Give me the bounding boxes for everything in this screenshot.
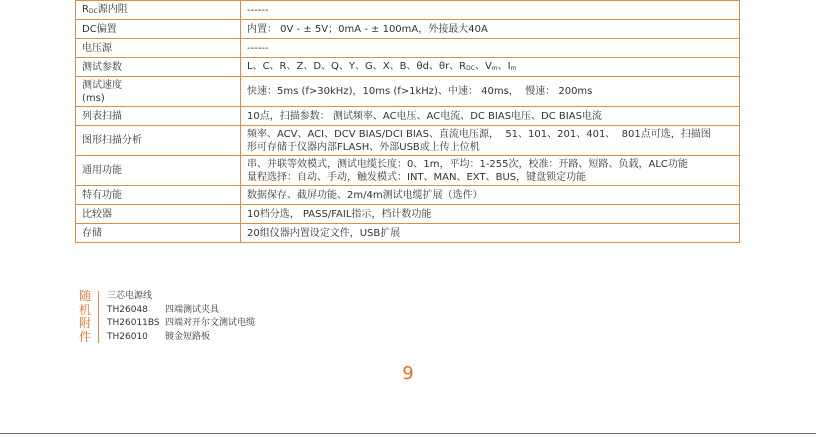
spec-label: 特有功能 <box>76 186 241 205</box>
spec-row-comparator <box>76 205 740 224</box>
spec-value: ------ <box>241 1 740 20</box>
spec-row-special <box>76 186 740 205</box>
spec-row-rdc <box>76 1 740 20</box>
spec-row-voltage-source <box>76 39 740 58</box>
spec-value: 数据保存、截屏功能、2m/4m测试电缆扩展（选件） <box>241 186 740 205</box>
spec-value: 20组仪器内置设定文件，USB扩展 <box>241 224 740 243</box>
accessories-divider <box>98 291 99 343</box>
page-number: 9 <box>402 363 414 384</box>
spec-value: 10档分选， PASS/FAIL指示，档计数功能 <box>241 205 740 224</box>
accessory-item: TH26048 四端测试夹具 <box>107 304 220 315</box>
spec-label: 测试速度 (ms) <box>76 77 241 107</box>
spec-label: RDC源内阻 <box>76 1 241 20</box>
accessory-item: TH26010 镀金短路板 <box>107 331 211 342</box>
spec-value: ------ <box>241 39 740 58</box>
spec-label: DC偏置 <box>76 20 241 39</box>
spec-value: 串、并联等效模式，测试电缆长度：0、1m，平均：1-255次，校准：开路、短路、负载，ALC功能 量程选择：自动、手动，触发模式：INT、MAN、EXT、BUS，键盘锁定功能 <box>241 156 740 186</box>
accessory-item: TH26011BS 四端对开尔文测试电缆 <box>107 318 256 328</box>
bottom-divider <box>0 433 816 434</box>
spec-table <box>75 0 740 243</box>
spec-label: 列表扫描 <box>76 107 241 126</box>
spec-row-general <box>76 156 740 186</box>
spec-value: 10点，扫描参数： 测试频率、AC电压、AC电流、DC BIAS电压、DC BIAS电流 <box>241 107 740 126</box>
spec-label: 通用功能 <box>76 156 241 186</box>
spec-label: 比较器 <box>76 205 241 224</box>
spec-row-storage <box>76 224 740 243</box>
spec-row-test-params <box>76 58 740 77</box>
spec-row-list-sweep <box>76 107 740 126</box>
spec-row-graph-sweep <box>76 126 740 156</box>
spec-label: 测试参数 <box>76 58 241 77</box>
spec-row-test-speed <box>76 77 740 107</box>
accessories-title: 随 机 附 件 <box>78 289 91 344</box>
spec-label: 存储 <box>76 224 241 243</box>
spec-value: L、C、R、Z、D、Q、Y、G、X、B、θd、θr、RDC、Vm、Im <box>241 58 740 77</box>
spec-label: 电压源 <box>76 39 241 58</box>
spec-value: 内置： 0V - ± 5V；0mA - ± 100mA，外接最大40A <box>241 20 740 39</box>
spec-label: 图形扫描分析 <box>76 126 241 156</box>
accessories-list <box>107 290 367 344</box>
spec-value: 快速：5ms (f>30kHz)，10ms (f>1kHz)、中速： 40ms， 慢速： 200ms <box>241 77 740 107</box>
accessory-item: 三芯电源线 <box>107 291 153 301</box>
spec-row-dc-bias <box>76 20 740 39</box>
spec-value: 频率、ACV、ACI、DCV BIAS/DCI BIAS、直流电压源， 51、101、201、401、 801点可选，扫描图 形可存储于仪器内部FLASH、外部USB或上传上位机 <box>241 126 740 156</box>
